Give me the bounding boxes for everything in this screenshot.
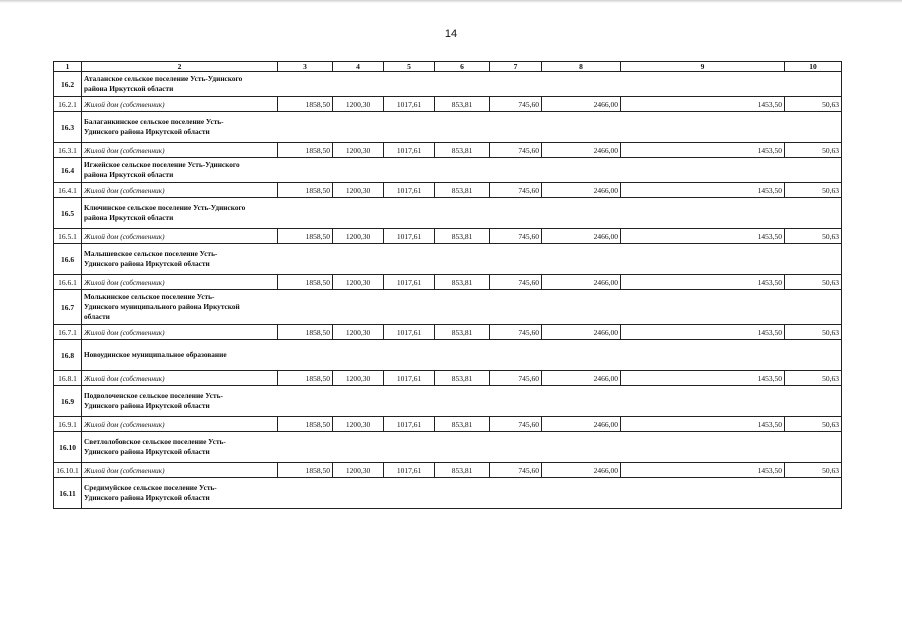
section-empty-cell xyxy=(278,112,842,143)
value-cell-col-4: 1200,30 xyxy=(333,183,384,198)
value-cell-col-7: 745,60 xyxy=(490,229,542,244)
value-cell-col-7: 745,60 xyxy=(490,463,542,478)
section-empty-cell xyxy=(278,244,842,275)
value-cell-col-4: 1200,30 xyxy=(333,463,384,478)
column-header: 8 xyxy=(542,62,621,72)
section-name-line: Удинского района Иркутской области xyxy=(84,259,210,268)
section-name xyxy=(82,112,278,143)
value-cell-col-7: 745,60 xyxy=(490,371,542,386)
value-cell-col-4: 1200,30 xyxy=(333,275,384,290)
value-cell-col-4: 1200,30 xyxy=(333,97,384,112)
section-name xyxy=(82,340,278,371)
section-name-line: Балаганкинское сельское поселение Усть- xyxy=(84,117,224,126)
value-cell-col-9: 1453,50 xyxy=(621,229,785,244)
value-cell-col-4: 1200,30 xyxy=(333,371,384,386)
section-row xyxy=(54,112,842,143)
value-cell-col-3: 1858,50 xyxy=(278,183,333,198)
section-code: 16.9 xyxy=(54,386,82,417)
section-code: 16.10 xyxy=(54,432,82,463)
section-code: 16.11 xyxy=(54,478,82,509)
section-row xyxy=(54,158,842,183)
column-header: 9 xyxy=(621,62,785,72)
item-code: 16.6.1 xyxy=(54,275,82,290)
value-cell-col-8: 2466,00 xyxy=(542,143,621,158)
section-row xyxy=(54,290,842,325)
item-name: Жилой дом (собственник) xyxy=(82,275,278,290)
value-cell-col-3: 1858,50 xyxy=(278,275,333,290)
section-name-line: Ключинское сельское поселение Усть-Удинского xyxy=(84,203,246,212)
value-cell-col-5: 1017,61 xyxy=(384,229,435,244)
value-cell-col-6: 853,81 xyxy=(435,463,490,478)
section-empty-cell xyxy=(278,72,842,97)
section-code: 16.3 xyxy=(54,112,82,143)
value-cell-col-8: 2466,00 xyxy=(542,229,621,244)
value-cell-col-9: 1453,50 xyxy=(621,325,785,340)
value-cell-col-6: 853,81 xyxy=(435,97,490,112)
value-cell-col-5: 1017,61 xyxy=(384,183,435,198)
section-code: 16.6 xyxy=(54,244,82,275)
value-cell-col-7: 745,60 xyxy=(490,325,542,340)
section-name-line: Средимуйское сельское поселение Усть- xyxy=(84,483,217,492)
section-row xyxy=(54,198,842,229)
section-name-line: Игжейское сельское поселение Усть-Удинского xyxy=(84,160,240,169)
section-name xyxy=(82,386,278,417)
section-name-line: Молькинское сельское поселение Усть- xyxy=(84,292,215,301)
value-cell-col-4: 1200,30 xyxy=(333,417,384,432)
section-row xyxy=(54,478,842,509)
value-cell-col-3: 1858,50 xyxy=(278,143,333,158)
value-cell-col-3: 1858,50 xyxy=(278,463,333,478)
value-cell-col-7: 745,60 xyxy=(490,143,542,158)
section-name-line: Удинского района Иркутской области xyxy=(84,493,210,502)
item-name: Жилой дом (собственник) xyxy=(82,229,278,244)
section-name-line: района Иркутской области xyxy=(84,213,174,222)
column-header: 4 xyxy=(333,62,384,72)
column-header: 10 xyxy=(785,62,842,72)
value-cell-col-5: 1017,61 xyxy=(384,325,435,340)
section-row xyxy=(54,72,842,97)
item-code: 16.7.1 xyxy=(54,325,82,340)
value-cell-col-6: 853,81 xyxy=(435,417,490,432)
item-name: Жилой дом (собственник) xyxy=(82,183,278,198)
value-cell-col-8: 2466,00 xyxy=(542,417,621,432)
item-code: 16.8.1 xyxy=(54,371,82,386)
section-code: 16.5 xyxy=(54,198,82,229)
item-code: 16.2.1 xyxy=(54,97,82,112)
value-cell-col-9: 1453,50 xyxy=(621,183,785,198)
value-cell-col-10: 50,63 xyxy=(785,371,842,386)
section-name-line: района Иркутской области xyxy=(84,170,174,179)
section-code: 16.7 xyxy=(54,290,82,325)
table-row xyxy=(54,463,842,478)
item-code: 16.9.1 xyxy=(54,417,82,432)
table-row xyxy=(54,183,842,198)
value-cell-col-10: 50,63 xyxy=(785,325,842,340)
value-cell-col-9: 1453,50 xyxy=(621,143,785,158)
section-name xyxy=(82,244,278,275)
section-name xyxy=(82,158,278,183)
column-header: 6 xyxy=(435,62,490,72)
item-name: Жилой дом (собственник) xyxy=(82,417,278,432)
section-row xyxy=(54,244,842,275)
table-row xyxy=(54,97,842,112)
value-cell-col-5: 1017,61 xyxy=(384,275,435,290)
section-empty-cell xyxy=(278,478,842,509)
table-row xyxy=(54,275,842,290)
value-cell-col-3: 1858,50 xyxy=(278,325,333,340)
item-name: Жилой дом (собственник) xyxy=(82,371,278,386)
value-cell-col-6: 853,81 xyxy=(435,183,490,198)
section-name-line: Светлолобовское сельское поселение Усть- xyxy=(84,437,226,446)
value-cell-col-10: 50,63 xyxy=(785,97,842,112)
section-row xyxy=(54,386,842,417)
section-name-line: Новоудинское муниципальное образование xyxy=(84,350,227,359)
section-empty-cell xyxy=(278,198,842,229)
section-name xyxy=(82,478,278,509)
tariff-table xyxy=(53,61,842,509)
table-row xyxy=(54,371,842,386)
section-code: 16.8 xyxy=(54,340,82,371)
section-name xyxy=(82,198,278,229)
value-cell-col-10: 50,63 xyxy=(785,229,842,244)
item-code: 16.3.1 xyxy=(54,143,82,158)
section-name-line: Удинского муниципального района Иркутской xyxy=(84,302,240,311)
table-row xyxy=(54,229,842,244)
table-row xyxy=(54,325,842,340)
section-row xyxy=(54,340,842,371)
column-header: 1 xyxy=(54,62,82,72)
section-name-line: области xyxy=(84,312,110,321)
value-cell-col-6: 853,81 xyxy=(435,275,490,290)
item-code: 16.5.1 xyxy=(54,229,82,244)
section-empty-cell xyxy=(278,386,842,417)
value-cell-col-8: 2466,00 xyxy=(542,463,621,478)
section-code: 16.4 xyxy=(54,158,82,183)
value-cell-col-6: 853,81 xyxy=(435,371,490,386)
value-cell-col-6: 853,81 xyxy=(435,143,490,158)
section-code: 16.2 xyxy=(54,72,82,97)
value-cell-col-9: 1453,50 xyxy=(621,463,785,478)
value-cell-col-8: 2466,00 xyxy=(542,183,621,198)
page-number: 14 xyxy=(444,28,458,40)
section-name-line: Малышевское сельское поселение Усть- xyxy=(84,249,218,258)
section-empty-cell xyxy=(278,432,842,463)
value-cell-col-8: 2466,00 xyxy=(542,325,621,340)
table-row xyxy=(54,417,842,432)
value-cell-col-5: 1017,61 xyxy=(384,463,435,478)
value-cell-col-5: 1017,61 xyxy=(384,371,435,386)
value-cell-col-3: 1858,50 xyxy=(278,229,333,244)
section-row xyxy=(54,432,842,463)
value-cell-col-10: 50,63 xyxy=(785,143,842,158)
column-header: 7 xyxy=(490,62,542,72)
value-cell-col-10: 50,63 xyxy=(785,417,842,432)
value-cell-col-3: 1858,50 xyxy=(278,371,333,386)
section-name-line: Удинского района Иркутской области xyxy=(84,401,210,410)
column-header: 2 xyxy=(82,62,278,72)
item-code: 16.10.1 xyxy=(54,463,82,478)
value-cell-col-4: 1200,30 xyxy=(333,143,384,158)
section-empty-cell xyxy=(278,290,842,325)
value-cell-col-9: 1453,50 xyxy=(621,97,785,112)
section-name-line: Удинского района Иркутской области xyxy=(84,447,210,456)
section-name-line: Удинского района Иркутской области xyxy=(84,127,210,136)
value-cell-col-7: 745,60 xyxy=(490,275,542,290)
section-name xyxy=(82,432,278,463)
column-header: 5 xyxy=(384,62,435,72)
value-cell-col-3: 1858,50 xyxy=(278,417,333,432)
section-name xyxy=(82,290,278,325)
scan-edge xyxy=(0,0,902,3)
value-cell-col-4: 1200,30 xyxy=(333,325,384,340)
value-cell-col-8: 2466,00 xyxy=(542,97,621,112)
item-name: Жилой дом (собственник) xyxy=(82,325,278,340)
value-cell-col-5: 1017,61 xyxy=(384,417,435,432)
item-code: 16.4.1 xyxy=(54,183,82,198)
value-cell-col-10: 50,63 xyxy=(785,275,842,290)
section-name-line: района Иркутской области xyxy=(84,84,174,93)
column-header: 3 xyxy=(278,62,333,72)
value-cell-col-8: 2466,00 xyxy=(542,275,621,290)
value-cell-col-8: 2466,00 xyxy=(542,371,621,386)
item-name: Жилой дом (собственник) xyxy=(82,463,278,478)
value-cell-col-9: 1453,50 xyxy=(621,371,785,386)
value-cell-col-7: 745,60 xyxy=(490,183,542,198)
value-cell-col-9: 1453,50 xyxy=(621,275,785,290)
value-cell-col-10: 50,63 xyxy=(785,183,842,198)
value-cell-col-9: 1453,50 xyxy=(621,417,785,432)
value-cell-col-5: 1017,61 xyxy=(384,143,435,158)
table-row xyxy=(54,143,842,158)
value-cell-col-3: 1858,50 xyxy=(278,97,333,112)
value-cell-col-7: 745,60 xyxy=(490,97,542,112)
section-name-line: Подволоченское сельское поселение Усть- xyxy=(84,391,223,400)
value-cell-col-10: 50,63 xyxy=(785,463,842,478)
value-cell-col-7: 745,60 xyxy=(490,417,542,432)
section-name xyxy=(82,72,278,97)
value-cell-col-5: 1017,61 xyxy=(384,97,435,112)
value-cell-col-6: 853,81 xyxy=(435,229,490,244)
table-header-row xyxy=(54,62,842,72)
value-cell-col-4: 1200,30 xyxy=(333,229,384,244)
item-name: Жилой дом (собственник) xyxy=(82,143,278,158)
section-empty-cell xyxy=(278,340,842,371)
value-cell-col-6: 853,81 xyxy=(435,325,490,340)
section-empty-cell xyxy=(278,158,842,183)
item-name: Жилой дом (собственник) xyxy=(82,97,278,112)
section-name-line: Аталанское сельское поселение Усть-Удинского xyxy=(84,74,243,83)
